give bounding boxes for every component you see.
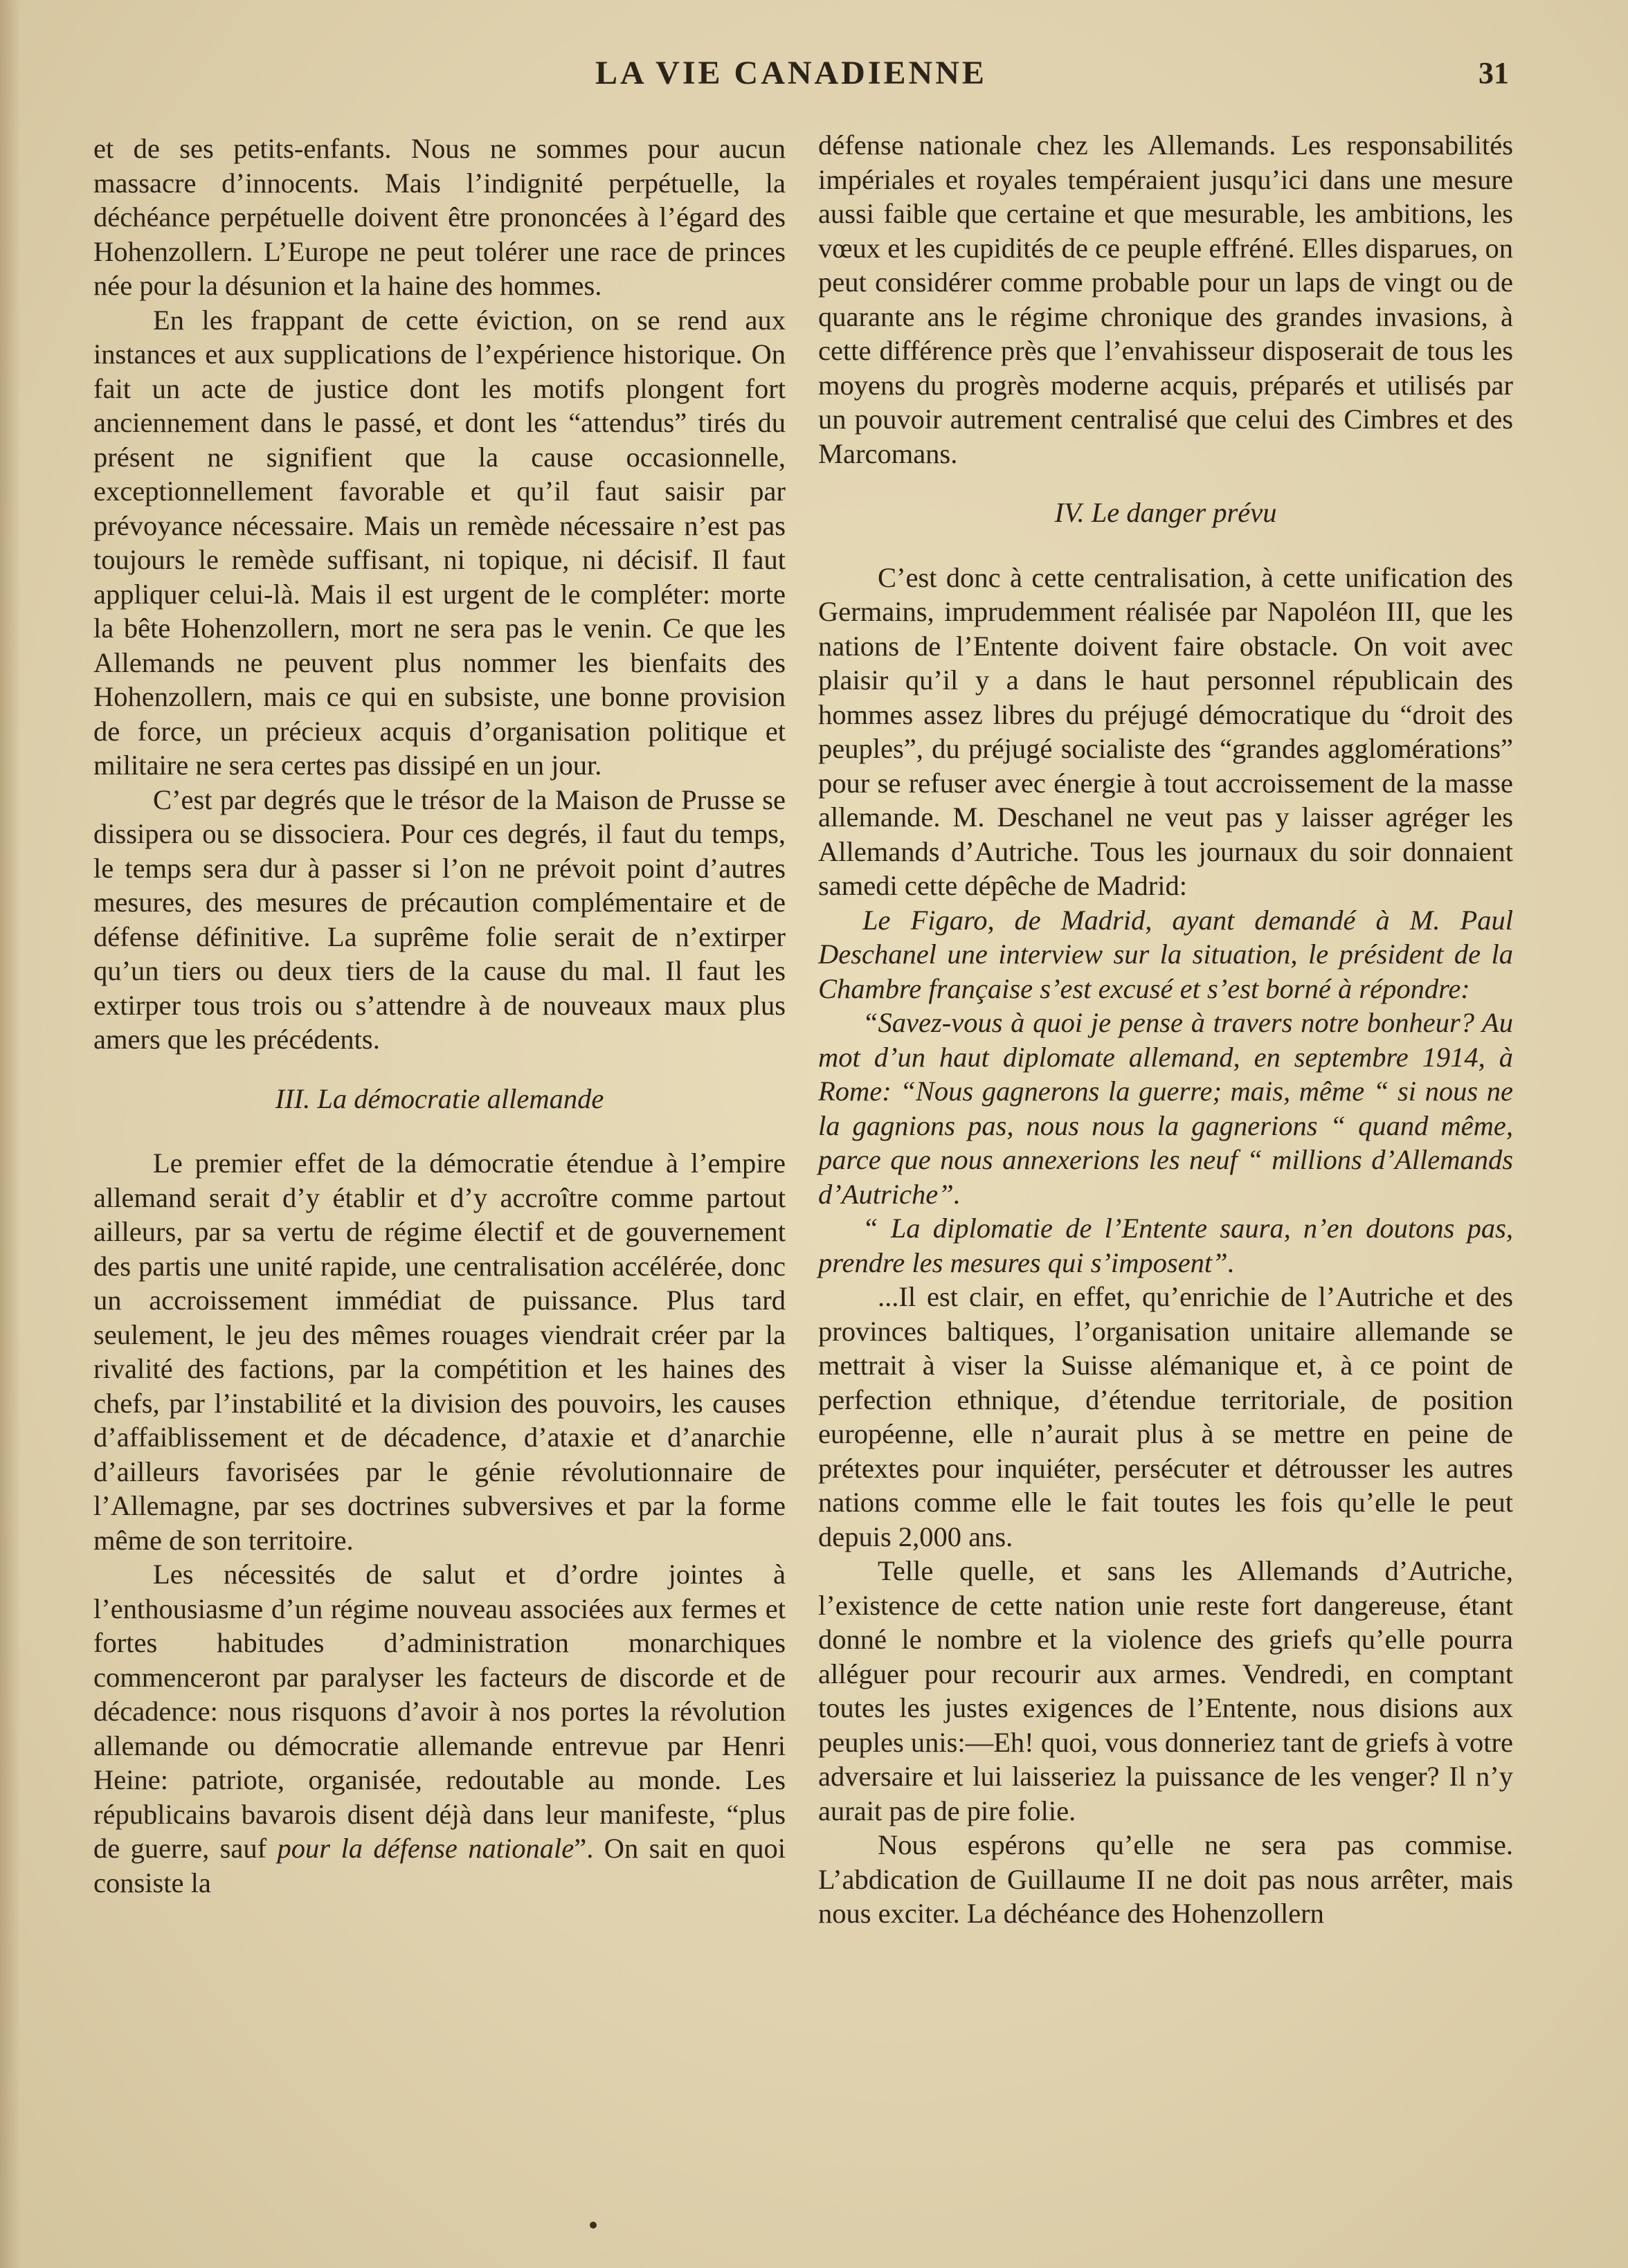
italic-text: pour la défense nationale [277,1833,575,1864]
quotation: Le Figaro, de Madrid, ayant demandé à M. Paul Deschanel une interview sur la situation, le président de la Chambre française s’est excusé et s’est borné à répondre: [818,904,1513,1004]
running-title: LA VIE CANADIENNE [595,55,987,91]
paragraph-text: ”. On sait en quoi consiste la [93,1833,786,1898]
paragraph: C’est par degrés que le trésor de la Maison de Prusse se dissipera ou se dissociera. Pour ces degrés, il faut du temps, le temps sera dur à passer si l’on ne prévoit point d’autres mesures, des mesures de précaution complémentaire et de défense définitive. La suprême folie serait de n’extirper qu’un tiers ou deux tiers de la cause du mal. Il faut les extirper tous trois ou s’attendre à de nouveaux maux plus amers que les précédents. [93,783,786,1055]
footer-dot [590,2222,597,2229]
paragraph: Le premier effet de la démocratie étendue à l’empire allemand serait d’y établir et d’y accroître comme partout ailleurs, par sa vertu de régime électif et de gouvernement des partis une unité rapide, une centralisation accélérée, donc un accroissement immédiat de puissance. Plus tard seulement, le jeu des mêmes rouages viendrait créer par la rivalité des factions, par la compétition et les haines des chefs, par l’instabilité et la division des pouvoirs, les causes d’affaiblissement et de décadence, d’ataxie et d’anarchie d’ailleurs favorisées par le génie révolutionnaire de l’Allemagne, par ses doctrines subversives et par la forme même de son territoire. [93,1147,786,1556]
page-number: 31 [1478,56,1509,90]
quotation: “Savez-vous à quoi je pense à travers notre bonheur? Au mot d’un haut diplomate allemand, en septembre 1914, à Rome: “Nous gagnerons la guerre; mais, même “ si nous ne la gagnions pas, nous nous la gagnerions “ quand même, parce que nous annexerions les neuf “ millions d’Allemands d’Autriche”. [818,1007,1513,1210]
paragraph: Telle quelle, et sans les Allemands d’Autriche, l’existence de cette nation unie reste fort dangereuse, étant donné le nombre et la violence des griefs qu’elle pourra alléguer pour recourir aux armes. Vendredi, en comptant toutes les justes exigences de l’Entente, nous disions aux peuples unis:—Eh! quoi, vous donneriez tant de griefs à votre adversaire et lui laisseriez la puissance de les venger? Il n’y aurait pas de pire folie. [818,1555,1513,1826]
paragraph: ...Il est clair, en effet, qu’enrichie de l’Autriche et des provinces baltiques, l’organisation unitaire allemande se mettrait à viser la Suisse alémanique et, à ce point de perfection ethnique, d’étendue territoriale, de position européenne, elle n’aurait plus à se mettre en peine de prétextes pour inquiéter, persécuter et détrousser les autres nations comme elle le fait toutes les fois qu’elle le peut depuis 2,000 ans. [818,1281,1513,1552]
paragraph-text: Les nécessités de salut et d’ordre jointes à l’enthousiasme d’un régime nouveau associées aux fermes et fortes habitudes d’administration monarchiques commenceront par paralyser les facteurs de discorde et de décadence: nous risquons d’avoir à nos portes la révolution allemande ou démocratie allemande entrevue par Henri Heine: patriote, organisée, redoutable au monde. Les républicains bavarois disent déjà dans leur manifeste, “plus de guerre, sauf [93,1559,786,1864]
page-header [0,54,1628,102]
paragraph: C’est donc à cette centralisation, à cette unification des Germains, imprudemment réalisée par Napoléon III, que les nations de l’Entente doivent faire obstacle. On voit avec plaisir qu’il y a dans le haut personnel républicain des hommes assez libres du préjugé démocratique du “droit des peuples”, du préjugé socialiste des “grandes agglomérations” pour se refuser avec énergie à tout accroissement de la masse allemande. M. Deschanel ne veut pas y laisser agréger les Allemands d’Autriche. Tous les journaux du soir donnaient samedi cette dépêche de Madrid: [818,561,1513,901]
section-heading: IV. Le danger prévu [1054,497,1277,528]
paragraph: Nous espérons qu’elle ne sera pas commise. L’abdication de Guillaume II ne doit pas nous arrêter, mais nous exciter. La déchéance des Hohenzollern [818,1829,1513,1929]
quotation: “ La diplomatie de l’Entente saura, n’en doutons pas, prendre les mesures qui s’imposent”. [818,1213,1513,1278]
paragraph: et de ses petits-enfants. Nous ne sommes pour aucun massacre d’innocents. Mais l’indignité perpétuelle, la déchéance perpétuelle doivent être prononcées à l’égard des Hohenzollern. L’Europe ne peut tolérer une race de princes née pour la désunion et la haine des hommes. [93,133,786,301]
paragraph [93,1557,786,1900]
paragraph: défense nationale chez les Allemands. Les responsabilités impériales et royales tempéraient jusqu’ici dans une mesure aussi faible que certaine et que mesurable, les ambitions, les vœux et les cupidités de ce peuple effréné. Elles disparues, on peut considérer comme probable pour un laps de vingt ou de quarante ans le régime chronique des grandes invasions, à cette différence près que l’envahisseur disposerait de tous les moyens du progrès moderne acquis, préparés et utilisés par un pouvoir autrement centralisé que celui des Cimbres et des Marcomans. [818,129,1513,469]
right-column [818,128,1513,1931]
left-column [93,131,786,1900]
paragraph: En les frappant de cette éviction, on se rend aux instances et aux supplications de l’expérience historique. On fait un acte de justice dont les motifs plongent fort anciennement dans le passé, et dont les “attendus” tirés du présent ne signifient que la cause occasionnelle, exceptionnellement favorable et qu’il faut saisir par prévoyance nécessaire. Mais un remède nécessaire n’est pas toujours le remède suffisant, ni topique, ni décisif. Il faut appliquer celui-là. Mais il est urgent de le compléter: morte la bête Hohenzollern, mort ne sera pas le venin. Ce que les Allemands ne peuvent plus nommer les bienfaits des Hohenzollern, mais ce qui en subsiste, une bonne provision de force, un précieux acquis d’organisation politique et militaire ne sera certes pas dissipé en un jour. [93,304,786,781]
section-heading: III. La démocratie allemande [275,1082,604,1114]
page-edge-shadow [0,0,21,2268]
